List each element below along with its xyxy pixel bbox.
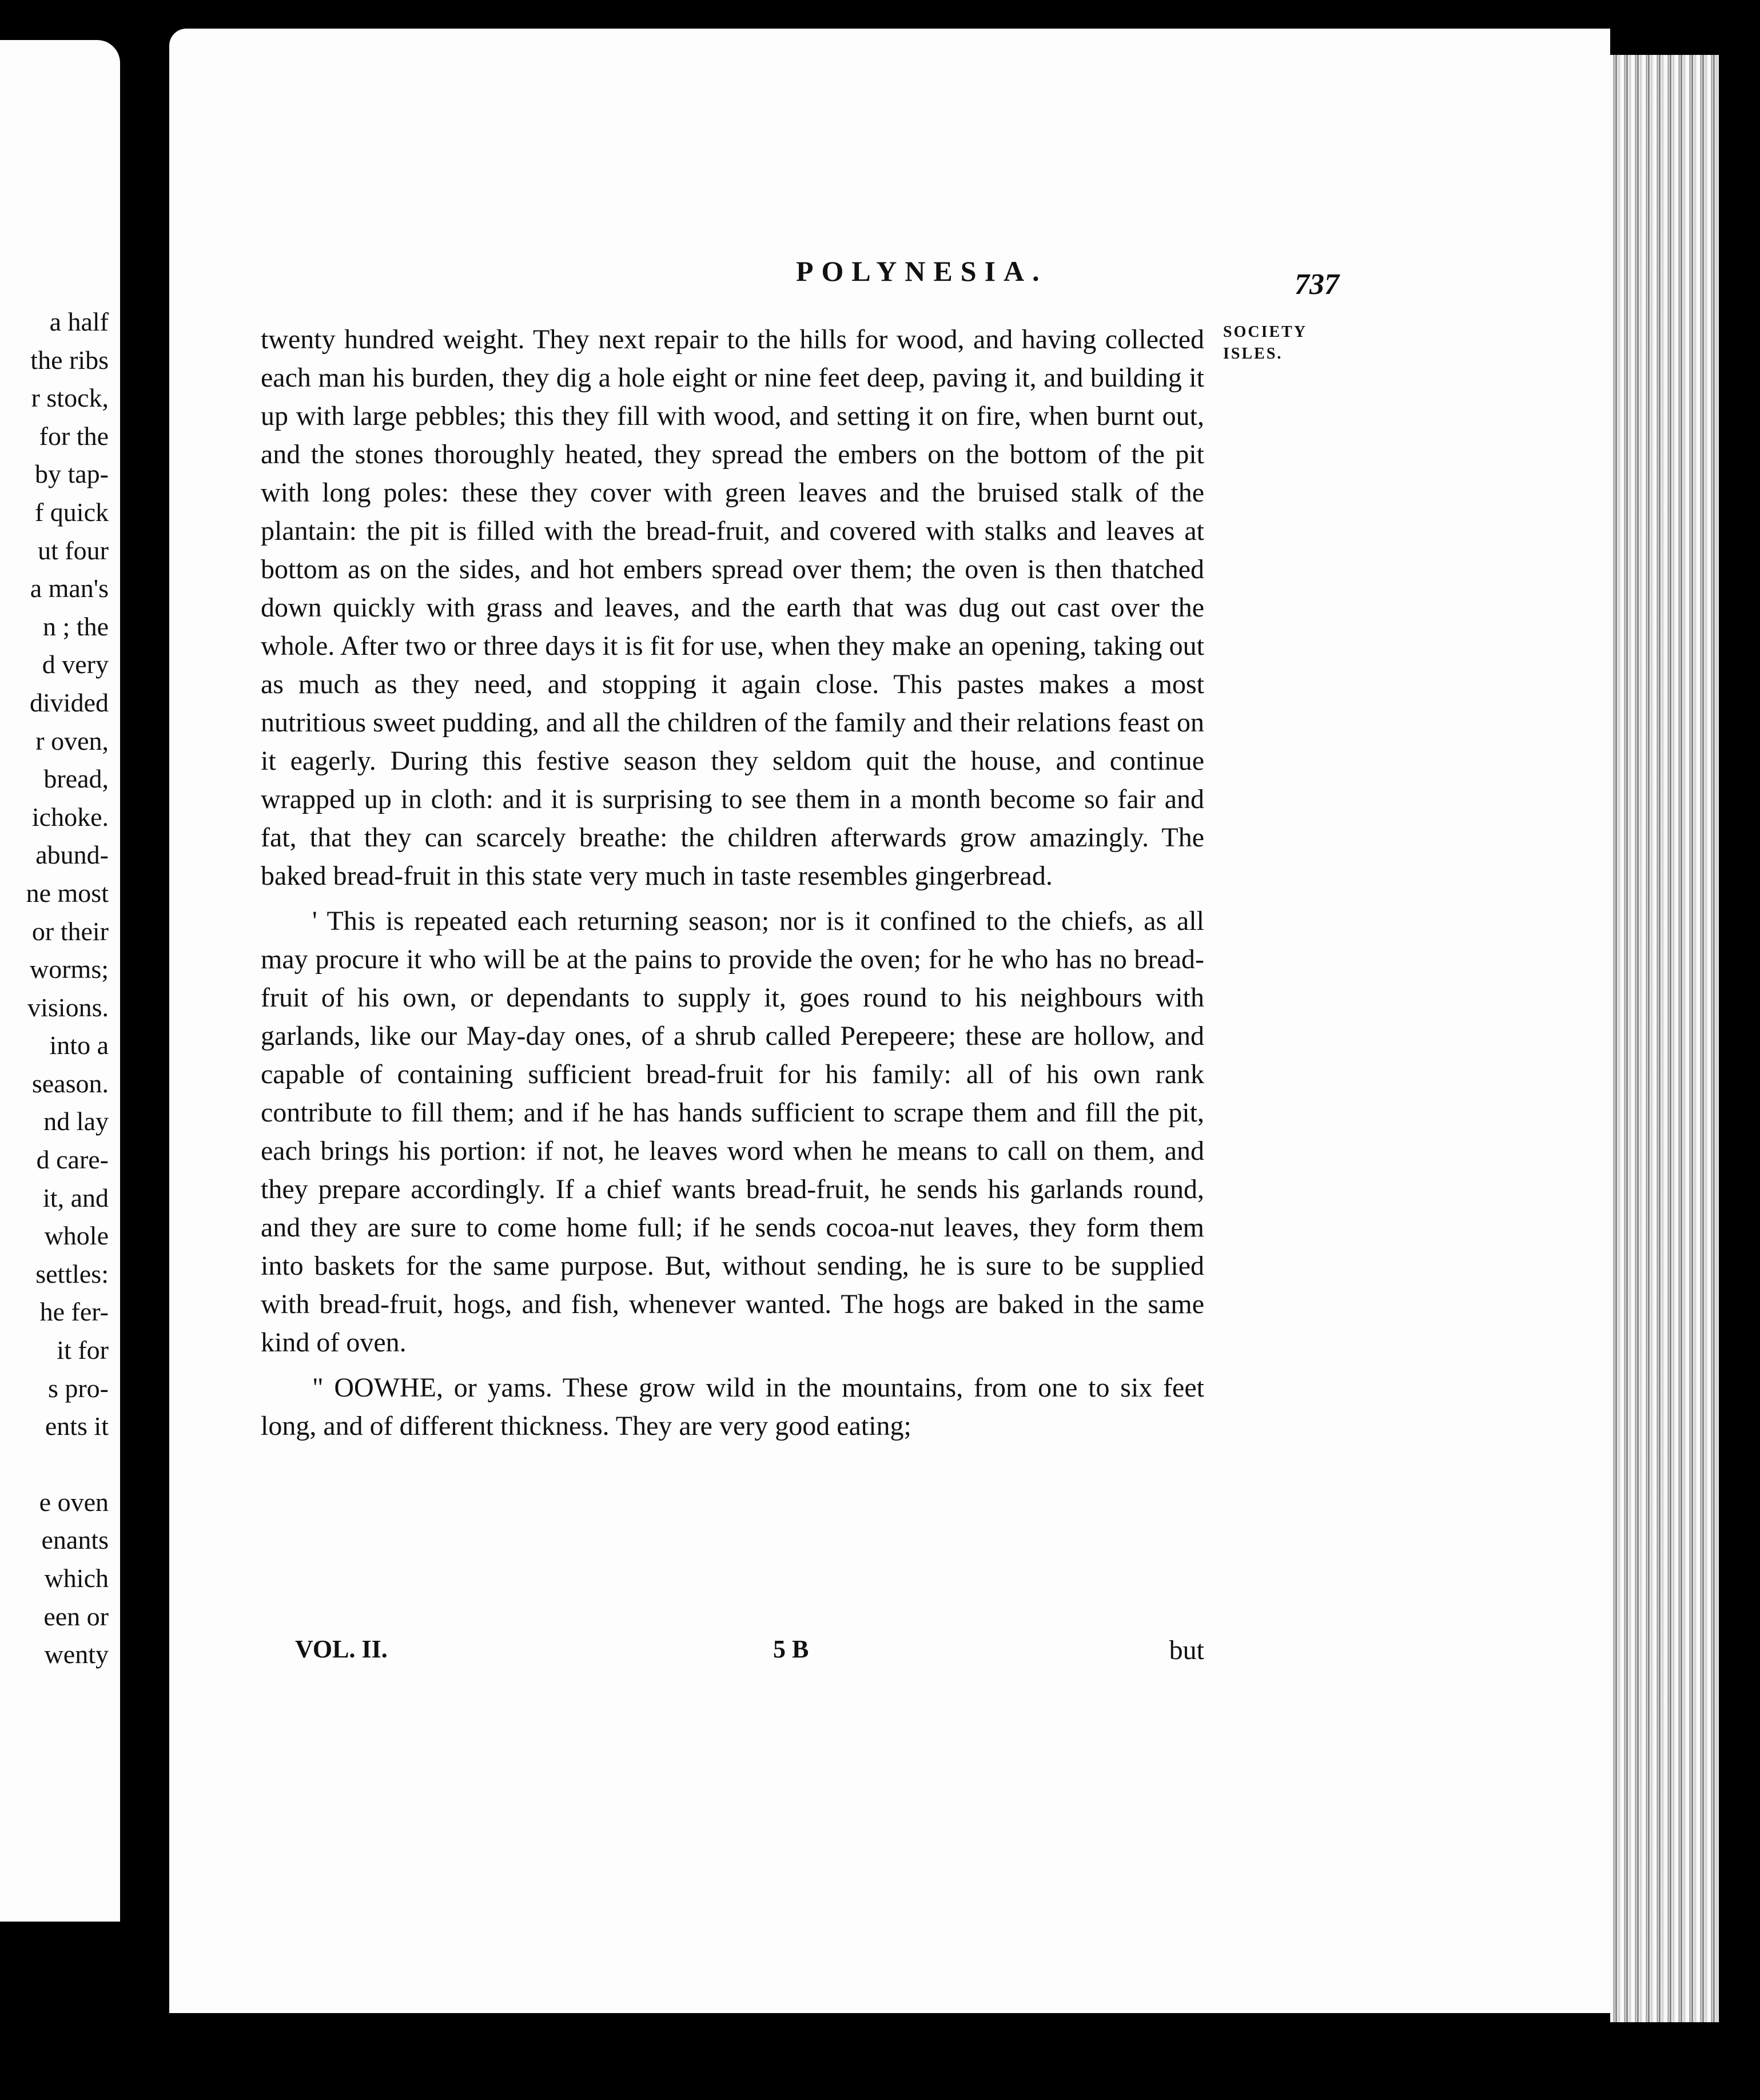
facing-page-line: visions. [27,992,109,1022]
facing-page-line: wenty [44,1640,109,1669]
facing-page-line: the ribs [30,345,109,375]
facing-page-line: ut four [38,535,109,565]
facing-page-line: een or [43,1601,109,1631]
paragraph-continued: twenty hundred weight. They next repair to the hills for wood, and having collected each man his burden, they dig a hole eight or nine feet deep, paving it, and building it up with large pebbles; this they fill with wood, and setting it on fire, when burnt out, and the stones thoroughly heated, they spread the embers on the bottom of the pit with long poles: these they cover with green leaves and the bruised stalk of the plantain: the pit is filled with the bread-fruit, and covered with stalks and leaves at bottom as on the sides, and hot embers spread over them; the oven is then thatched down quickly with grass and leaves, and the earth that was dug out cast over the whole. After two or three days it is fit for use, when they make an opening, taking out as much as they need, and stopping it again close. This pastes makes a most nutritious sweet pudding, and all the children of the family and their relations feast on it eagerly. During this festive season they seldom quit the house, and continue wrapped up in cloth: and it is surprising to see them in a month become so fair and fat, that they can scarcely breathe: the children afterwards grow amazingly. The baked bread-fruit in this state very much in taste resembles gingerbread. [261,324,1204,891]
facing-page-line: whole [44,1221,109,1251]
page-edges-decoration [1610,55,1719,2022]
facing-page-line: by tap- [34,459,109,489]
marginal-side-note [1223,321,1307,365]
paragraph-quote: ' This is repeated each returning season; nor is it confined to the chiefs, as all may procure it who will be at the pains to provide the oven; for he who has no bread-fruit of his own, or dependants to supply it, goes round to his neighbours with garlands, like our May-day ones, of a shrub called Perepeere; these are hollow, and capable of containing sufficient bread-fruit for his family: all of his own rank contribute to fill them; and if he has hands sufficient to scrape them and fill the pit, each brings his portion: if not, he leaves word when he means to call on them, and they prepare accordingly. If a chief wants bread-fruit, he sends his garlands round, and they are sure to come home full; if he sends cocoa-nut leaves, they form them into baskets for the same purpose. But, without sending, he is sure to be supplied with bread-fruit, hogs, and fish, whenever wanted. The hogs are baked in the same kind of oven. [261,906,1204,1358]
facing-page-line: it for [57,1335,109,1365]
facing-page-line: into a [49,1031,109,1060]
facing-page-line: r oven, [35,726,109,755]
facing-page-line: nd lay [43,1107,109,1136]
facing-page-line: a half [49,307,109,336]
facing-page-line: it, and [43,1183,109,1212]
paragraph-oowhe: " OOWHE, or yams. These grow wild in the mountains, from one to six feet long, and of different thickness. They are very good eating; [261,1373,1204,1441]
facing-page-line: s pro- [47,1373,109,1403]
facing-page-line: ichoke. [31,802,109,832]
facing-page-line: for the [39,421,109,451]
running-head: POLYNESIA. [796,255,1048,287]
facing-page-line: abund- [35,840,109,870]
facing-page-line: ne most [26,878,109,908]
side-note-line-2: ISLES. [1223,345,1283,363]
facing-page-line: bread, [43,764,109,794]
book-page [169,29,1610,2013]
facing-page-line: n ; the [43,611,109,641]
facing-page-line: divided [30,687,109,717]
facing-page-line: season. [31,1068,109,1098]
facing-page-fragment [0,40,120,1922]
catchword: but [1169,1635,1204,1665]
facing-page-line: or their [31,916,109,946]
facing-page-line: r stock, [31,383,109,413]
signature-mark: 5 B [773,1635,809,1663]
facing-page-line: f quick [34,497,109,527]
side-note-line-1: SOCIETY [1223,323,1308,341]
page-number: 737 [1295,268,1339,301]
facing-page-line: ents it [45,1411,109,1441]
volume-mark: VOL. II. [295,1635,388,1663]
facing-page-line: enants [41,1525,109,1555]
facing-page-line: settles: [35,1259,109,1288]
facing-page-line: he fer- [39,1297,109,1327]
facing-page-gap [26,1446,109,1483]
facing-page-line: a man's [30,574,109,603]
facing-page-line: which [44,1564,109,1593]
facing-page-line-endings [26,303,109,1674]
facing-page-line: d very [42,650,109,679]
facing-page-line: d care- [36,1145,109,1175]
facing-page-line: e oven [39,1487,109,1517]
facing-page-line: worms; [30,954,109,984]
body-text [261,320,1204,1445]
